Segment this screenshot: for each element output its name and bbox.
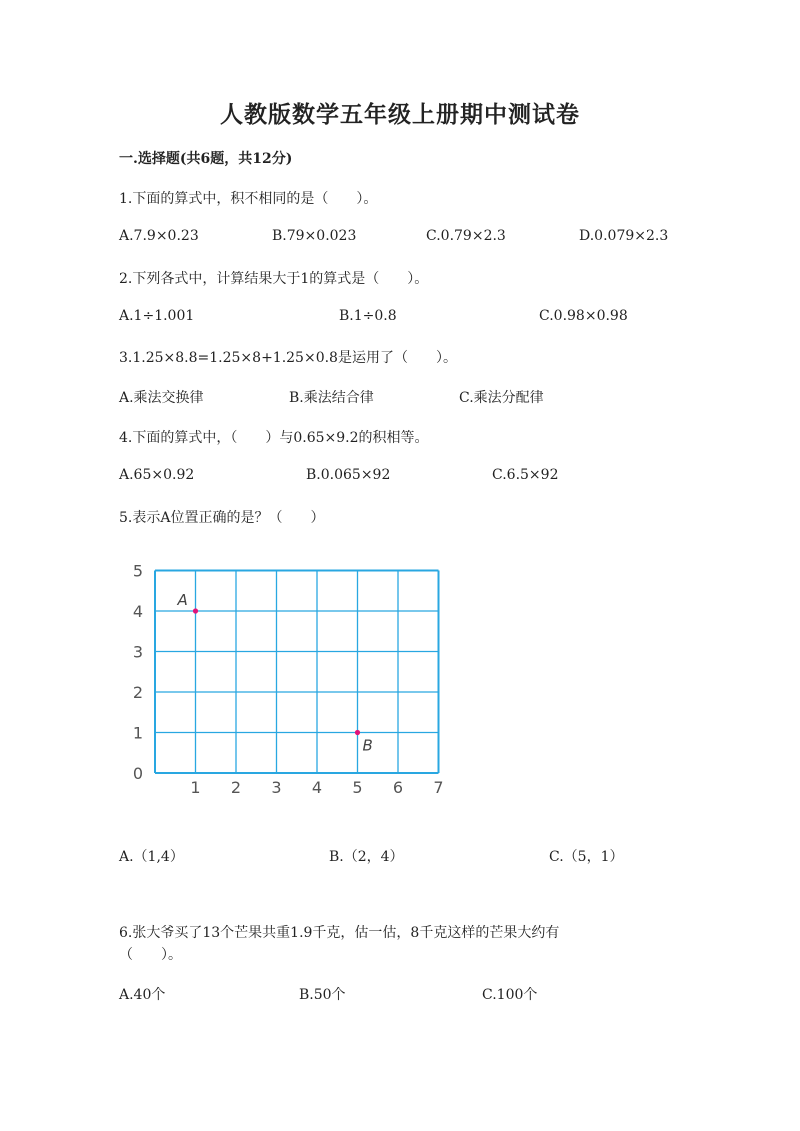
q6-option-a: A.40个 bbox=[119, 987, 166, 1003]
x-tick-label: 7 bbox=[433, 778, 444, 797]
question-6-line-1: 6.张大爷买了13个芒果共重1.9千克，估一估，8千克这样的芒果大约有 bbox=[119, 925, 560, 941]
q5-option-c: C.（5，1） bbox=[549, 849, 624, 865]
page-title: 人教版数学五年级上册期中测试卷 bbox=[220, 101, 580, 128]
point-a bbox=[193, 608, 198, 613]
x-tick-label: 2 bbox=[230, 778, 242, 797]
q4-option-c: C.6.5×92 bbox=[492, 467, 559, 483]
q3-option-a: A.乘法交换律 bbox=[119, 390, 204, 406]
question-1: 1.下面的算式中，积不相同的是（ ）。 bbox=[119, 191, 378, 207]
q2-option-a: A.1÷1.001 bbox=[119, 308, 195, 324]
q1-option-b: B.79×0.023 bbox=[272, 228, 357, 244]
point-label-b: B bbox=[362, 736, 373, 755]
x-tick-label: 4 bbox=[311, 778, 323, 797]
q5-option-b: B.（2，4） bbox=[329, 849, 404, 865]
coordinate-grid bbox=[125, 556, 455, 801]
question-6-line-2: （ ）。 bbox=[119, 947, 182, 963]
y-tick-label: 4 bbox=[132, 602, 143, 621]
point-label-a: A bbox=[177, 591, 188, 609]
q5-option-a: A.（1,4） bbox=[119, 849, 184, 865]
q3-option-b: B.乘法结合律 bbox=[289, 390, 374, 406]
q4-option-b: B.0.065×92 bbox=[306, 467, 391, 483]
y-tick-label: 3 bbox=[132, 642, 143, 662]
point-b bbox=[355, 730, 360, 735]
q3-option-c: C.乘法分配律 bbox=[459, 390, 544, 406]
q1-option-d: D.0.079×2.3 bbox=[579, 228, 669, 244]
question-3: 3.1.25×8.8=1.25×8+1.25×0.8是运用了（ ）。 bbox=[119, 350, 457, 366]
q6-option-c: C.100个 bbox=[482, 987, 538, 1003]
q4-option-a: A.65×0.92 bbox=[119, 467, 195, 483]
q2-option-b: B.1÷0.8 bbox=[339, 308, 397, 324]
q1-option-a: A.7.9×0.23 bbox=[119, 228, 199, 244]
x-tick-label: 5 bbox=[352, 778, 363, 797]
q1-option-c: C.0.79×2.3 bbox=[426, 228, 506, 244]
section-heading: 一.选择题(共6题，共12分) bbox=[119, 151, 293, 167]
x-tick-label: 3 bbox=[271, 778, 282, 797]
y-tick-label: 2 bbox=[132, 683, 143, 702]
x-tick-label: 6 bbox=[392, 778, 404, 797]
question-5: 5.表示A位置正确的是？（ ） bbox=[119, 510, 325, 526]
x-tick-label: 1 bbox=[190, 778, 201, 797]
y-tick-label: 0 bbox=[132, 764, 143, 783]
question-2: 2.下列各式中，计算结果大于1的算式是（ ）。 bbox=[119, 271, 429, 287]
y-tick-label: 1 bbox=[132, 723, 143, 743]
y-tick-label: 5 bbox=[132, 561, 143, 581]
question-4: 4.下面的算式中，（ ）与0.65×9.2的积相等。 bbox=[119, 430, 429, 446]
q6-option-b: B.50个 bbox=[299, 987, 346, 1003]
q2-option-c: C.0.98×0.98 bbox=[539, 308, 628, 324]
